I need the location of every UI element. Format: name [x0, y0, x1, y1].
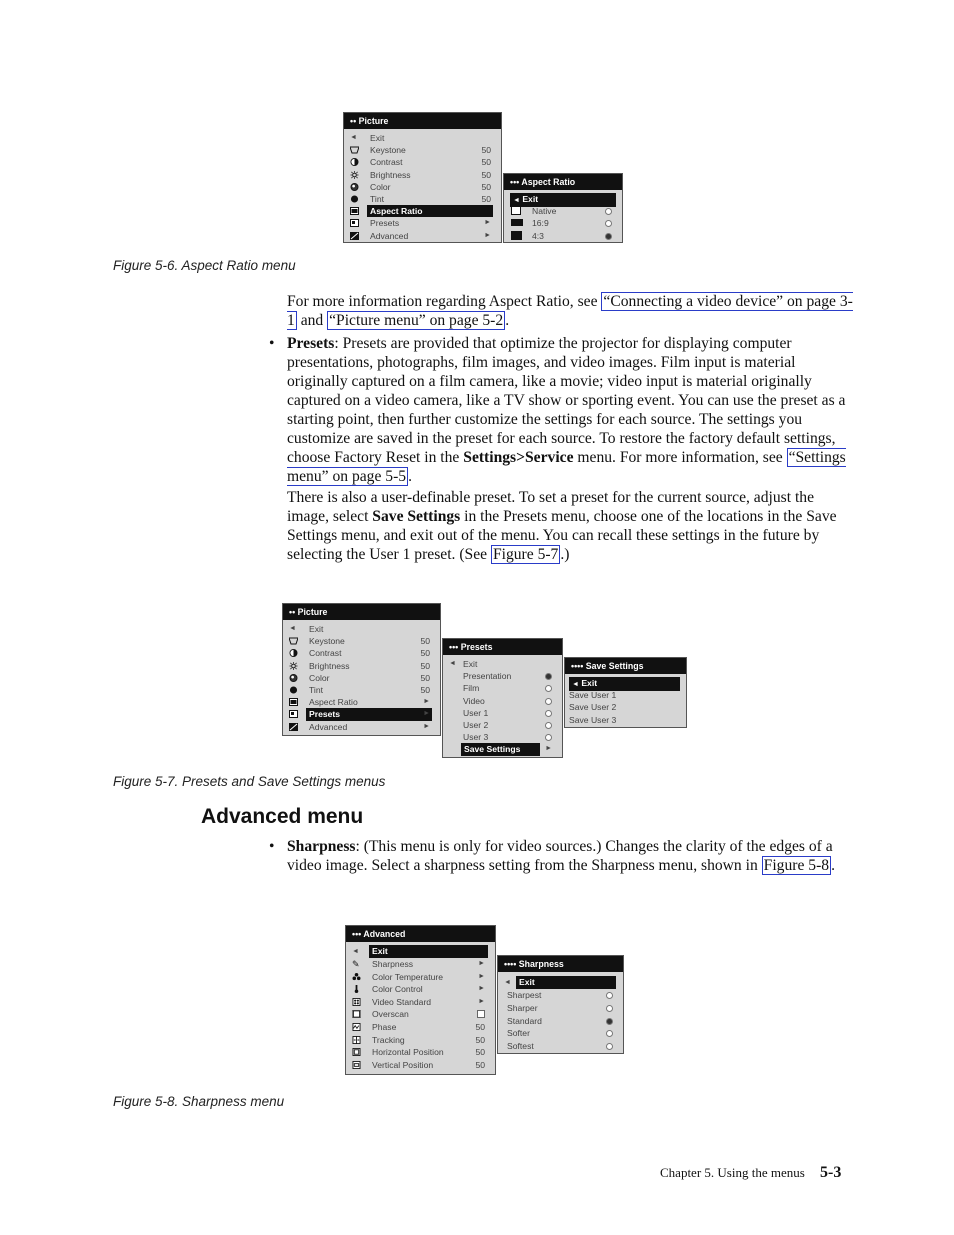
- aspect-ratio-icon: [350, 207, 359, 215]
- option-softest[interactable]: Softest: [498, 1040, 623, 1053]
- menu-item-brightness[interactable]: Brightness 50: [283, 660, 440, 672]
- radio-presentation-selected[interactable]: [545, 673, 552, 680]
- link-figure-5-7[interactable]: Figure 5-7: [492, 546, 559, 563]
- menu-item-video-standard[interactable]: Video Standard ►: [346, 996, 495, 1009]
- menu-item-color[interactable]: Color 50: [344, 181, 501, 193]
- presets-bullet: • Presets: Presets are provided that optimize the projector for displaying computer presentations, photographs, film images, and video images. Film input is material originally captured on a film camera, like a movie; video input is material originally captured on a video camera, like a TV show or sporting event. You can use the preset as a starting point, then further customize the settings for each source. The settings you customize are saved in the preset for each source. To restore the factory default settings, choose Factory Reset in the Settings>Service menu. For more information, see “Settings menu” on page 5-5 .: [269, 335, 846, 485]
- back-arrow-icon: ◄: [513, 197, 520, 204]
- radio-video[interactable]: [545, 698, 552, 705]
- section-heading: Advanced menu: [201, 805, 364, 828]
- menu-item-phase[interactable]: Phase 50: [346, 1021, 495, 1034]
- option-softer[interactable]: Softer: [498, 1027, 623, 1040]
- page-number: 5-3: [820, 1164, 842, 1181]
- menu-item-aspect-ratio[interactable]: Aspect Ratio: [344, 205, 501, 217]
- submenu-arrow-icon: ►: [484, 231, 491, 239]
- back-arrow-icon: ◄: [289, 625, 296, 632]
- menu-item-exit[interactable]: ◄ Exit: [449, 659, 478, 669]
- option-user-1[interactable]: User 1: [443, 707, 562, 719]
- back-arrow-icon: ◄: [504, 979, 511, 986]
- aspect-ratio-icon: [289, 698, 298, 706]
- footer-chapter: Chapter 5. Using the menus: [660, 1165, 805, 1180]
- fig2-save-menu-title: •••• Save Settings: [565, 658, 686, 674]
- option-save-user-3[interactable]: Save User 3: [569, 714, 617, 725]
- submenu-arrow-icon: ►: [423, 698, 430, 706]
- option-user-3[interactable]: User 3: [443, 731, 562, 743]
- color-icon: [350, 183, 359, 191]
- overscan-icon: [352, 1010, 361, 1018]
- menu-item-color-control[interactable]: Color Control ►: [346, 983, 495, 996]
- menu-item-presets[interactable]: Presets ►: [344, 217, 501, 229]
- fig1-picture-menu-title: •• Picture: [344, 113, 501, 129]
- menu-item-exit[interactable]: ◄ Exit: [350, 133, 385, 143]
- tracking-icon: [352, 1036, 361, 1044]
- link-figure-5-8[interactable]: Figure 5-8: [763, 857, 830, 874]
- tint-icon: [289, 686, 298, 694]
- fig1-picture-menu: [343, 112, 502, 243]
- horizontal-position-icon: [352, 1048, 361, 1056]
- menu-item-brightness[interactable]: Brightness 50: [344, 169, 501, 181]
- contrast-icon: [289, 649, 298, 657]
- back-arrow-icon: ◄: [449, 660, 456, 667]
- user-preset-para: There is also a user-definable preset. To set a preset for the current source, adjust the image, select Save Settings in the Presets menu, choose one of the locations in the Save Settings menu, and exit out of the menu. You can recall these settings in the future by selecting the User 1 preset. (See Figure 5-7 .): [287, 489, 837, 563]
- back-arrow-icon: ◄: [572, 681, 579, 688]
- standard-aspect-icon: [511, 231, 522, 240]
- video-standard-icon: [352, 998, 361, 1006]
- fig2-save-settings-menu: [564, 657, 687, 728]
- option-standard[interactable]: Standard: [498, 1015, 623, 1028]
- menu-item-overscan[interactable]: Overscan: [346, 1008, 495, 1021]
- menu-item-vertical-position[interactable]: Vertical Position 50: [346, 1059, 495, 1072]
- bullet: •: [269, 335, 275, 352]
- menu-item-horizontal-position[interactable]: Horizontal Position 50: [346, 1046, 495, 1059]
- option-save-user-2[interactable]: Save User 2: [569, 702, 617, 713]
- fig1-aspect-ratio-menu: [503, 173, 623, 243]
- menu-item-exit[interactable]: ◄ Exit: [289, 624, 324, 634]
- color-temperature-icon: [352, 973, 361, 981]
- option-user-2[interactable]: User 2: [443, 719, 562, 731]
- sharpness-term: Sharpness: [287, 838, 356, 855]
- advanced-icon: [350, 232, 359, 240]
- menu-item-save-settings[interactable]: Save Settings ►: [443, 743, 562, 755]
- submenu-arrow-icon: ►: [423, 710, 430, 718]
- submenu-arrow-icon: ►: [478, 960, 485, 967]
- overscan-checkbox[interactable]: [477, 1010, 485, 1018]
- submenu-arrow-icon: ►: [478, 997, 485, 1005]
- back-arrow-icon: ◄: [352, 948, 359, 955]
- menu-item-keystone[interactable]: Keystone 50: [344, 144, 501, 156]
- menu-item-contrast[interactable]: Contrast 50: [344, 156, 501, 168]
- link-settings-menu[interactable]: “Settings menu” on page 5-5: [287, 449, 846, 485]
- tint-icon: [350, 195, 359, 203]
- brightness-icon: [350, 171, 359, 179]
- radio-user-2[interactable]: [545, 722, 552, 729]
- menu-item-tracking[interactable]: Tracking 50: [346, 1034, 495, 1047]
- radio-16-9[interactable]: [605, 220, 612, 227]
- fig1-aspect-menu-title: ••• Aspect Ratio: [504, 174, 622, 190]
- keystone-icon: [350, 146, 359, 154]
- menu-item-exit[interactable]: ◄ Exit: [504, 193, 622, 205]
- menu-item-tint[interactable]: Tint 50: [344, 193, 501, 205]
- option-sharper[interactable]: Sharper: [498, 1002, 623, 1015]
- fig2-picture-menu-title: •• Picture: [283, 604, 440, 620]
- bullet: •: [269, 838, 275, 855]
- option-4-3[interactable]: 4:3: [504, 230, 622, 242]
- menu-item-aspect-ratio[interactable]: Aspect Ratio ►: [283, 696, 440, 708]
- keystone-icon: [289, 637, 298, 645]
- vertical-position-icon: [352, 1061, 361, 1069]
- link-picture-menu[interactable]: “Picture menu” on page 5-2: [329, 312, 504, 329]
- radio-softest[interactable]: [606, 1043, 613, 1050]
- radio-sharper[interactable]: [606, 1005, 613, 1012]
- radio-sharpest[interactable]: [606, 992, 613, 999]
- radio-film[interactable]: [545, 685, 552, 692]
- radio-user-1[interactable]: [545, 710, 552, 717]
- fig2-presets-menu-title: ••• Presets: [443, 639, 562, 655]
- option-sharpest[interactable]: Sharpest: [498, 989, 623, 1002]
- fig3-sharpness-menu-title: •••• Sharpness: [498, 956, 623, 972]
- option-video[interactable]: Video: [443, 695, 562, 707]
- option-presentation[interactable]: Presentation: [443, 670, 562, 682]
- menu-item-exit[interactable]: ◄ Exit: [346, 945, 495, 958]
- submenu-arrow-icon: ►: [478, 972, 485, 980]
- radio-4-3-selected[interactable]: [605, 233, 612, 240]
- menu-item-sharpness[interactable]: ✎ Sharpness ►: [352, 959, 485, 969]
- presets-icon: [350, 219, 359, 227]
- submenu-arrow-icon: ►: [545, 745, 552, 753]
- phase-icon: [352, 1023, 361, 1031]
- menu-item-color[interactable]: Color 50: [283, 672, 440, 684]
- fig2-picture-menu: [282, 603, 441, 736]
- menu-item-advanced[interactable]: Advanced ►: [344, 230, 501, 242]
- link-connecting-video-device[interactable]: “Connecting a video device” on page 3-1: [287, 293, 853, 329]
- contrast-icon: [350, 158, 359, 166]
- aspect-ratio-para: For more information regarding Aspect Ratio, see “Connecting a video device” on page 3-1 and “Picture menu” on page 5-2 .: [287, 293, 853, 329]
- option-save-user-1[interactable]: Save User 1: [569, 690, 617, 701]
- widescreen-icon: [511, 219, 523, 226]
- option-film[interactable]: Film: [443, 682, 562, 694]
- fig3-sharpness-menu: [497, 955, 624, 1054]
- option-16-9[interactable]: 16:9: [504, 217, 622, 229]
- figure-caption: Figure 5-7. Presets and Save Settings menus: [113, 774, 386, 789]
- option-native[interactable]: Native: [504, 205, 622, 217]
- brightness-icon: [289, 662, 298, 670]
- fig3-advanced-menu-title: ••• Advanced: [346, 926, 495, 942]
- sharpness-bullet: • Sharpness: (This menu is only for video sources.) Changes the clarity of the edges of a video image. Select a sharpness setting from the Sharpness menu, shown in Figure 5-8 .: [269, 838, 835, 874]
- submenu-arrow-icon: ►: [478, 985, 485, 993]
- fig3-advanced-menu: [345, 925, 496, 1075]
- menu-item-exit[interactable]: ◄ Exit: [565, 677, 686, 689]
- sharpness-icon: ✎: [352, 959, 360, 969]
- back-arrow-icon: ◄: [350, 134, 357, 141]
- fig2-presets-menu: [442, 638, 563, 758]
- menu-item-exit[interactable]: ◄ Exit: [498, 976, 623, 989]
- menu-item-keystone[interactable]: Keystone 50: [283, 635, 440, 647]
- menu-item-tint[interactable]: Tint 50: [283, 684, 440, 696]
- figure-caption: Figure 5-6. Aspect Ratio menu: [113, 258, 296, 273]
- radio-standard-selected[interactable]: [606, 1018, 613, 1025]
- color-icon: [289, 674, 298, 682]
- menu-item-advanced[interactable]: Advanced ►: [283, 721, 440, 733]
- radio-softer[interactable]: [606, 1030, 613, 1037]
- presets-icon: [289, 710, 298, 718]
- menu-item-contrast[interactable]: Contrast 50: [283, 647, 440, 659]
- figure-caption: Figure 5-8. Sharpness menu: [113, 1094, 285, 1109]
- menu-item-color-temperature[interactable]: Color Temperature ►: [346, 971, 495, 984]
- radio-user-3[interactable]: [545, 734, 552, 741]
- presets-term: Presets: [287, 335, 335, 352]
- advanced-icon: [289, 723, 298, 731]
- submenu-arrow-icon: ►: [484, 219, 491, 227]
- thermometer-icon: [352, 985, 361, 993]
- page-footer: [660, 1164, 841, 1182]
- native-aspect-icon: [511, 206, 521, 215]
- menu-item-presets[interactable]: Presets ►: [283, 708, 440, 720]
- submenu-arrow-icon: ►: [423, 722, 430, 730]
- radio-native[interactable]: [605, 208, 612, 215]
